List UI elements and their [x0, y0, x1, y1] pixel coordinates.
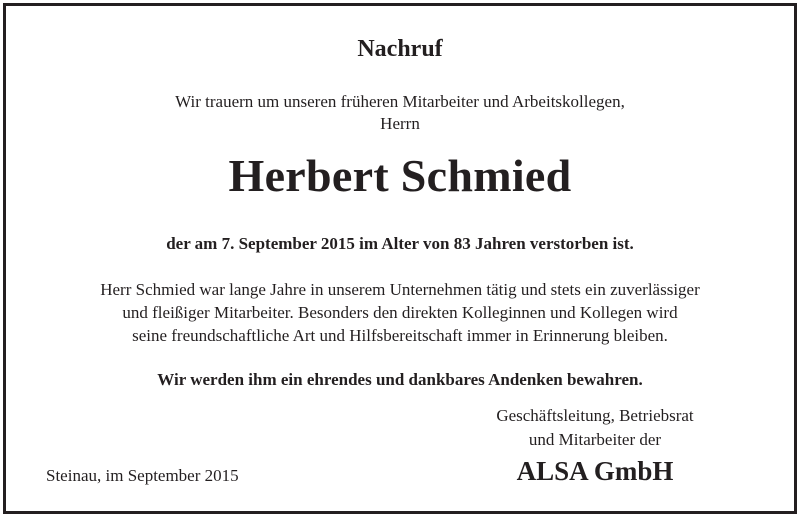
obituary-notice — [3, 3, 797, 514]
company-name: ALSA GmbH — [516, 456, 674, 486]
tribute-line: und fleißiger Mitarbeiter. Besonders den direkten Kolleginnen und Kollegen wird — [122, 303, 678, 322]
deceased-name: Herbert Schmied — [228, 150, 572, 201]
place-and-date: Steinau, im September 2015 — [46, 466, 239, 485]
intro-line: Herrn — [380, 114, 420, 133]
intro-text — [6, 91, 794, 135]
tribute-line: Herr Schmied war lange Jahre in unserem Unternehmen tätig und stets ein zuverlässiger — [100, 280, 700, 299]
intro-line: Wir trauern um unseren früheren Mitarbeiter und Arbeitskollegen, — [175, 92, 625, 111]
tribute-text — [6, 278, 794, 347]
closing-statement: Wir werden ihm ein ehrendes und dankbares Andenken bewahren. — [157, 370, 643, 389]
death-statement: der am 7. September 2015 im Alter von 83 Jahren verstorben ist. — [166, 234, 634, 253]
signer-line: und Mitarbeiter der — [528, 430, 662, 449]
tribute-line: seine freundschaftliche Art und Hilfsbereitschaft immer in Erinnerung bleiben. — [132, 326, 668, 345]
notice-title: Nachruf — [357, 36, 443, 62]
signers — [484, 404, 706, 452]
signer-line: Geschäftsleitung, Betriebsrat — [496, 406, 694, 425]
